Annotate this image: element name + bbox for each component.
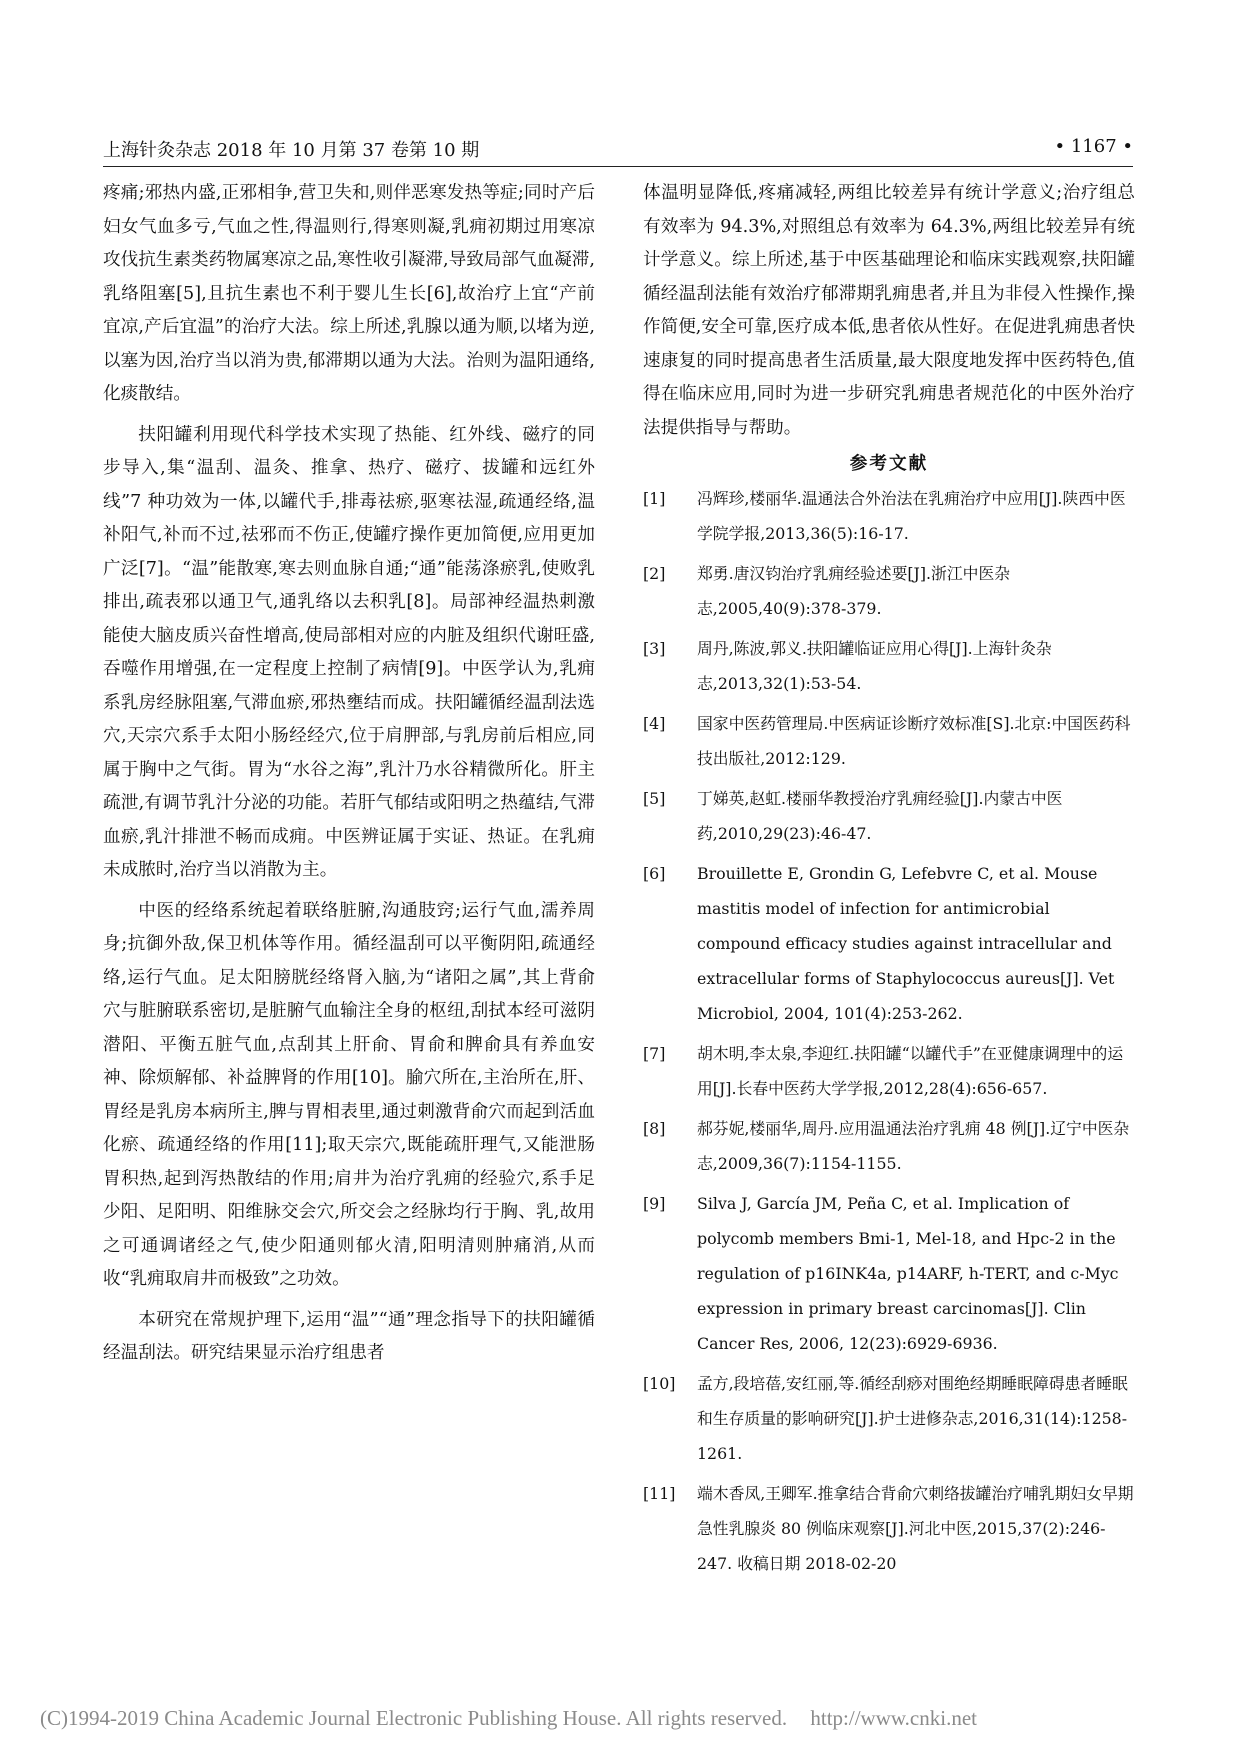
body-paragraph: 本研究在常规护理下,运用“温”“通”理念指导下的扶阳罐循经温刮法。研究结果显示治疗组患者 xyxy=(103,1309,595,1363)
reference-item xyxy=(643,706,1135,776)
copyright-text: (C)1994-2019 China Academic Journal Electronic Publishing House. All rights reserved. xyxy=(40,1706,788,1730)
reference-number: [2] xyxy=(643,563,666,583)
right-column xyxy=(643,177,1135,1586)
reference-text: Brouillette E, Grondin G, Lefebvre C, et al. Mouse mastitis model of infection for antimicrobial compound efficacy studies against intracellular and extracellular forms of Staphylococcus aureus[J]. Vet Microbiol, 2004, 101(4):253-262. xyxy=(697,863,1115,1023)
reference-list xyxy=(643,481,1135,1581)
body-paragraph: 疼痛;邪热内盛,正邪相争,营卫失和,则伴恶寒发热等症;同时产后妇女气血多亏,气血之性,得温则行,得寒则凝,乳痈初期过用寒凉攻伐抗生素类药物属寒凉之品,寒性收引凝滞,导致局部气血凝滞,乳络阻塞[5],且抗生素也不利于婴儿生长[6],故治疗上宜“产前宜凉,产后宜温”的治疗大法。综上所述,乳腺以通为顺,以堵为逆,以塞为因,治疗当以消为贵,郁滞期以通为大法。治则为温阳通络,化痰散结。 xyxy=(103,183,595,404)
copyright-footer xyxy=(40,1706,1200,1732)
reference-text: 郝芬妮,楼丽华,周丹.应用温通法治疗乳痈 48 例[J].辽宁中医杂志,2009,36(7):1154-1155. xyxy=(697,1118,1130,1173)
reference-number: [7] xyxy=(643,1043,666,1063)
reference-item xyxy=(643,481,1135,551)
reference-text: Silva J, García JM, Peña C, et al. Implication of polycomb members Bmi-1, Mel-18, and Hpc-2 in the regulation of p16INK4a, p14ARF, h-TERT, and c-Myc expression in primary breast carcinomas[J]. Clin Cancer Res, 2006, 12(23):6929-6936. xyxy=(697,1193,1119,1353)
reference-item xyxy=(643,1111,1135,1181)
body-paragraph: 体温明显降低,疼痛减轻,两组比较差异有统计学意义;治疗组总有效率为 94.3%,对照组总有效率为 64.3%,两组比较差异有统计学意义。综上所述,基于中医基础理论和临床实践观察,扶阳罐循经温刮法能有效治疗郁滞期乳痈患者,并且为非侵入性操作,操作简便,安全可靠,医疗成本低,患者依从性好。在促进乳痈患者快速康复的同时提高患者生活质量,最大限度地发挥中医药特色,值得在临床应用,同时为进一步研究乳痈患者规范化的中医外治疗法提供指导与帮助。 xyxy=(643,183,1135,438)
running-header xyxy=(103,134,1133,167)
reference-item xyxy=(643,1476,1135,1581)
reference-item xyxy=(643,556,1135,626)
reference-item xyxy=(643,1366,1135,1471)
reference-text: 端木香凤,王卿军.推拿结合背俞穴刺络拔罐治疗哺乳期妇女早期急性乳腺炎 80 例临床观察[J].河北中医,2015,37(2):246-247. 收稿日期 2018-02-20 xyxy=(697,1483,1134,1573)
reference-text: 郑勇.唐汉钧治疗乳痈经验述要[J].浙江中医杂志,2005,40(9):378-379. xyxy=(697,563,1011,618)
body-paragraph: 中医的经络系统起着联络脏腑,沟通肢窍;运行气血,濡养周身;抗御外敌,保卫机体等作用。循经温刮可以平衡阴阳,疏通经络,运行气血。足太阳膀胱经络肾入脑,为“诸阳之属”,其上背俞穴与脏腑联系密切,是脏腑气血输注全身的枢纽,刮拭本经可滋阴潜阳、平衡五脏气血,点刮其上肝俞、胃俞和脾俞具有养血安神、除烦解郁、补益脾肾的作用[10]。腧穴所在,主治所在,肝、胃经是乳房本病所主,脾与胃相表里,通过刺激背俞穴而起到活血化瘀、疏通经络的作用[11];取天宗穴,既能疏肝理气,又能泄肠胃积热,起到泻热散结的作用;肩井为治疗乳痈的经验穴,系手足少阳、足阳明、阳维脉交会穴,所交会之经脉均行于胸、乳,故用之可通调诸经之气,使少阳通则郁火清,阳明清则肿痛消,从而收“乳痈取肩井而极致”之功效。 xyxy=(103,900,595,1289)
reference-text: 国家中医药管理局.中医病证诊断疗效标准[S].北京:中国医药科技出版社,2012:129. xyxy=(697,713,1131,768)
reference-number: [4] xyxy=(643,713,666,733)
reference-number: [8] xyxy=(643,1118,666,1138)
body-paragraph: 扶阳罐利用现代科学技术实现了热能、红外线、磁疗的同步导入,集“温刮、温灸、推拿、热疗、磁疗、拔罐和远红外线”7 种功效为一体,以罐代手,排毒祛瘀,驱寒祛湿,疏通经络,温补阳气,补而不过,祛邪而不伤正,使罐疗操作更加简便,应用更加广泛[7]。“温”能散寒,寒去则血脉自通;“通”能荡涤瘀乳,使败乳排出,疏表邪以通卫气,通乳络以去积乳[8]。局部神经温热刺激能使大脑皮质兴奋性增高,使局部相对应的内脏及组织代谢旺盛,吞噬作用增强,在一定程度上控制了病情[9]。中医学认为,乳痈系乳房经脉阻塞,气滞血瘀,邪热壅结而成。扶阳罐循经温刮法选穴,天宗穴系手太阳小肠经经穴,位于肩胛部,与乳房前后相应,同属于胸中之气街。胃为“水谷之海”,乳汁乃水谷精微所化。肝主疏泄,有调节乳汁分泌的功能。若肝气郁结或阳明之热蕴结,气滞血瘀,乳汁排泄不畅而成痈。中医辨证属于实证、热证。在乳痈未成脓时,治疗当以消散为主。 xyxy=(103,424,595,880)
reference-item xyxy=(643,856,1135,1031)
reference-item xyxy=(643,1036,1135,1106)
reference-text: 周丹,陈波,郭义.扶阳罐临证应用心得[J].上海针灸杂志,2013,32(1):53-54. xyxy=(697,638,1052,693)
reference-text: 丁娣英,赵虹.楼丽华教授治疗乳痈经验[J].内蒙古中医药,2010,29(23):46-47. xyxy=(697,788,1063,843)
reference-item xyxy=(643,631,1135,701)
reference-item xyxy=(643,1186,1135,1361)
journal-title: 上海针灸杂志 2018 年 10 月第 37 卷第 10 期 xyxy=(103,140,480,161)
reference-number: [1] xyxy=(643,488,666,508)
reference-number: [10] xyxy=(643,1373,676,1393)
reference-number: [9] xyxy=(643,1193,666,1213)
reference-text: 孟方,段培蓓,安红丽,等.循经刮痧对围绝经期睡眠障碍患者睡眠和生存质量的影响研究[J].护士进修杂志,2016,31(14):1258-1261. xyxy=(697,1373,1128,1463)
page-number: • 1167 • xyxy=(1054,136,1133,157)
reference-text: 冯辉珍,楼丽华.温通法合外治法在乳痈治疗中应用[J].陕西中医学院学报,2013,36(5):16-17. xyxy=(697,488,1126,543)
reference-item xyxy=(643,781,1135,851)
reference-number: [5] xyxy=(643,788,666,808)
reference-number: [11] xyxy=(643,1483,676,1503)
references-heading: 参考文献 xyxy=(849,453,929,474)
reference-number: [6] xyxy=(643,863,666,883)
left-column xyxy=(103,177,595,1371)
cnki-link[interactable]: http://www.cnki.net xyxy=(810,1706,977,1730)
reference-text: 胡木明,李太泉,李迎红.扶阳罐“以罐代手”在亚健康调理中的运用[J].长春中医药大学学报,2012,28(4):656-657. xyxy=(697,1043,1124,1098)
reference-number: [3] xyxy=(643,638,666,658)
